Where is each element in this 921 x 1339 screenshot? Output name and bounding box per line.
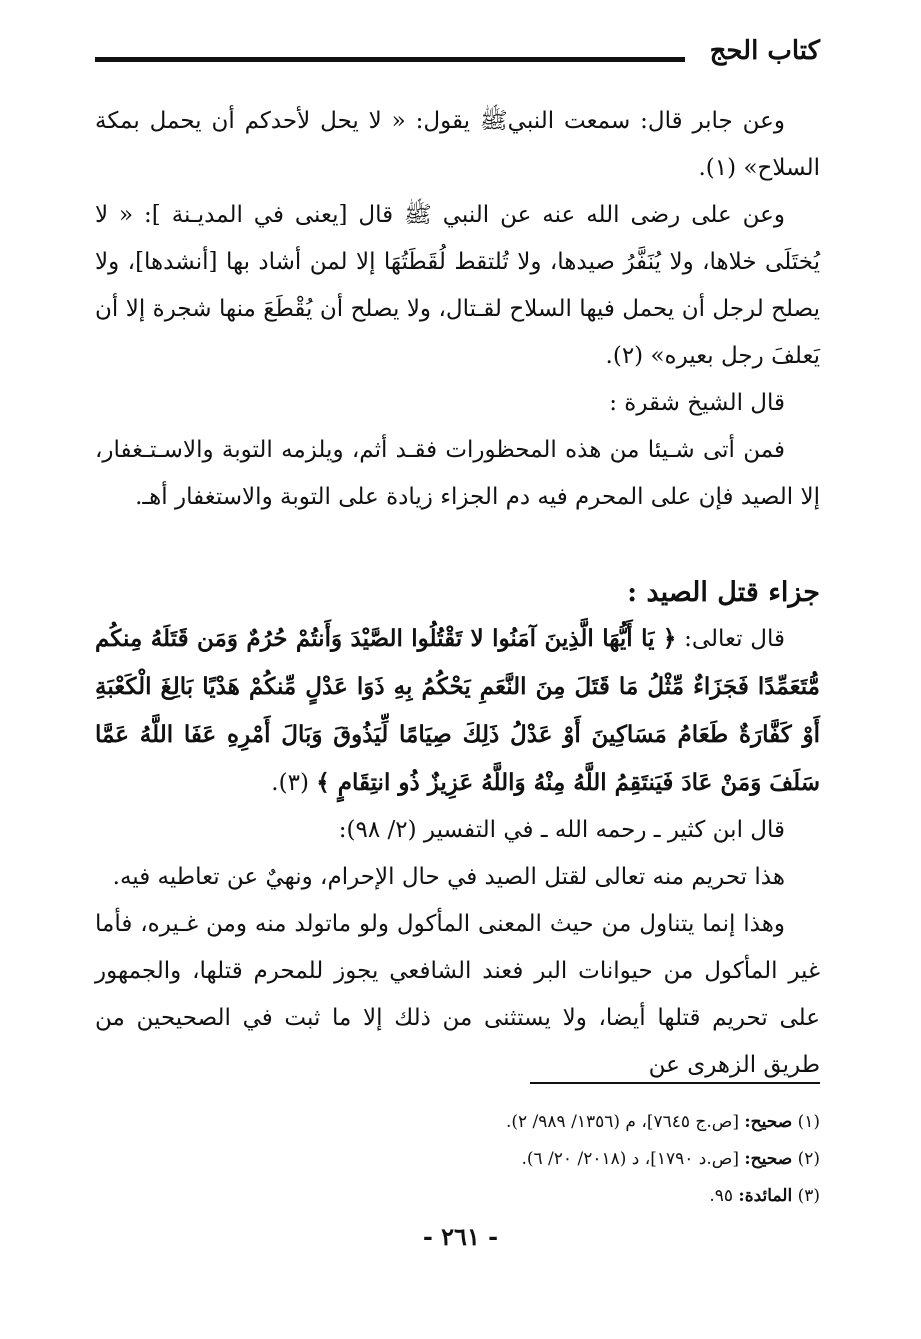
paragraph-shaykh-text: فمن أتى شـيئا من هذه المحظورات فقـد أثم، ويلزمه التوبة والاسـتـغفار، إلا الصيد فإن على المحرم فيه دم الجزاء زيادة على التوبة والاستغفار أهـ. [95,437,820,510]
footnote-number: (٢) [797,1149,820,1169]
paragraph-quran-verse [95,615,820,807]
header-rule [95,57,685,62]
footnote-rule [530,1082,820,1084]
running-header [95,36,820,76]
section-title: جزاء قتل الصيد : [627,577,820,608]
footnote-number: (٣) [797,1186,820,1206]
paragraph-jabir-hadith: وعن جابر قال: سمعت النبيﷺ يقول: « لا يحل لأحدكم أن يحمل بمكة السلاح» (١). [95,108,820,181]
footnote-text: ٩٥. [709,1186,739,1206]
footnote-number: (١) [797,1112,820,1132]
paragraph-prohibition: هذا تحريم منه تعالى لقتل الصيد في حال الإحرام، ونهيٌ عن تعاطيه فيه. [112,864,785,890]
paragraph-shaykh-intro: قال الشيخ شقرة : [609,390,785,416]
footnote-text: [ص.د ١٧٩٠]، د (٢٠١٨/ ٢٠/ ٦). [521,1149,745,1169]
footnote-2 [95,1141,820,1178]
footnote-3 [95,1178,820,1215]
verse-intro: قال تعالى: [676,626,785,652]
footnote-text: [ص.ج ٧٦٤٥]، م (١٣٥٦/ ٩٨٩/ ٢). [505,1112,745,1132]
section-hunting-penalty [95,571,820,1089]
paragraph-ali-hadith: وعن على رضى الله عنه عن النبي ﷺ قال [يعنى في المديـنة ]: « لا يُختَلَى خلاها، ولا يُنَفَّرُ صيدها، ولا تُلتقط لُقَطَتُهَا إلا لمن أشاد بها [أنشدها]، ولا يصلح لرجل أن يحمل فيها السلاح لقـتال، ولا يصلح أن يُقْطَعَ منها شجرة إلا أن يَعلفَ رجل بعيره» (٢). [95,202,820,369]
footnote-label: صحيح: [744,1112,793,1132]
paragraph-ibn-kathir: قال ابن كثير ـ رحمه الله ـ في التفسير (٢/ ٩٨): [338,817,785,843]
page-body [95,98,820,1089]
footnote-label: المائدة: [738,1186,793,1206]
verse-footnote-ref: (٣). [271,770,317,796]
footnote-1 [95,1104,820,1141]
page-number: - ٢٦١ - [422,1222,499,1251]
footnote-list [95,1104,820,1215]
header-title: كتاب الحج [709,36,820,66]
quran-verse: ﴿ يَا أَيُّهَا الَّذِينَ آمَنُوا لا تَقْتُلُوا الصَّيْدَ وَأَنتُمْ حُرُمٌ وَمَن قَتَلَهُ مِنكُم مُّتَعَمِّدًا فَجَزَاءٌ مِّثْلُ مَا قَتَلَ مِنَ النَّعَمِ يَحْكُمُ بِهِ ذَوَا عَدْلٍ مِّنكُمْ هَدْيًا بَالِغَ الْكَعْبَةِ أَوْ كَفَّارَةٌ طَعَامُ مَسَاكِينَ أَوْ عَدْلُ ذَلِكَ صِيَامًا لِّيَذُوقَ وَبَالَ أَمْرِهِ عَفَا اللَّهُ عَمَّا سَلَفَ وَمَنْ عَادَ فَيَنتَقِمُ اللَّهُ مِنْهُ وَاللَّهُ عَزِيزٌ ذُو انتِقَامٍ ﴾ [95,625,820,796]
paragraph-explanation: وهذا إنما يتناول من حيث المعنى المأكول ولو ماتولد منه ومن غـيره، فأما غير المأكول من حيوانات البر فعند الشافعي يجوز للمحرم قتلها، والجمهور على تحريم قتلها أيضا، ولا يستثنى من ذلك إلا ما ثبت في الصحيحين من طريق الزهرى عن [95,911,820,1078]
footnote-label: صحيح: [744,1149,793,1169]
